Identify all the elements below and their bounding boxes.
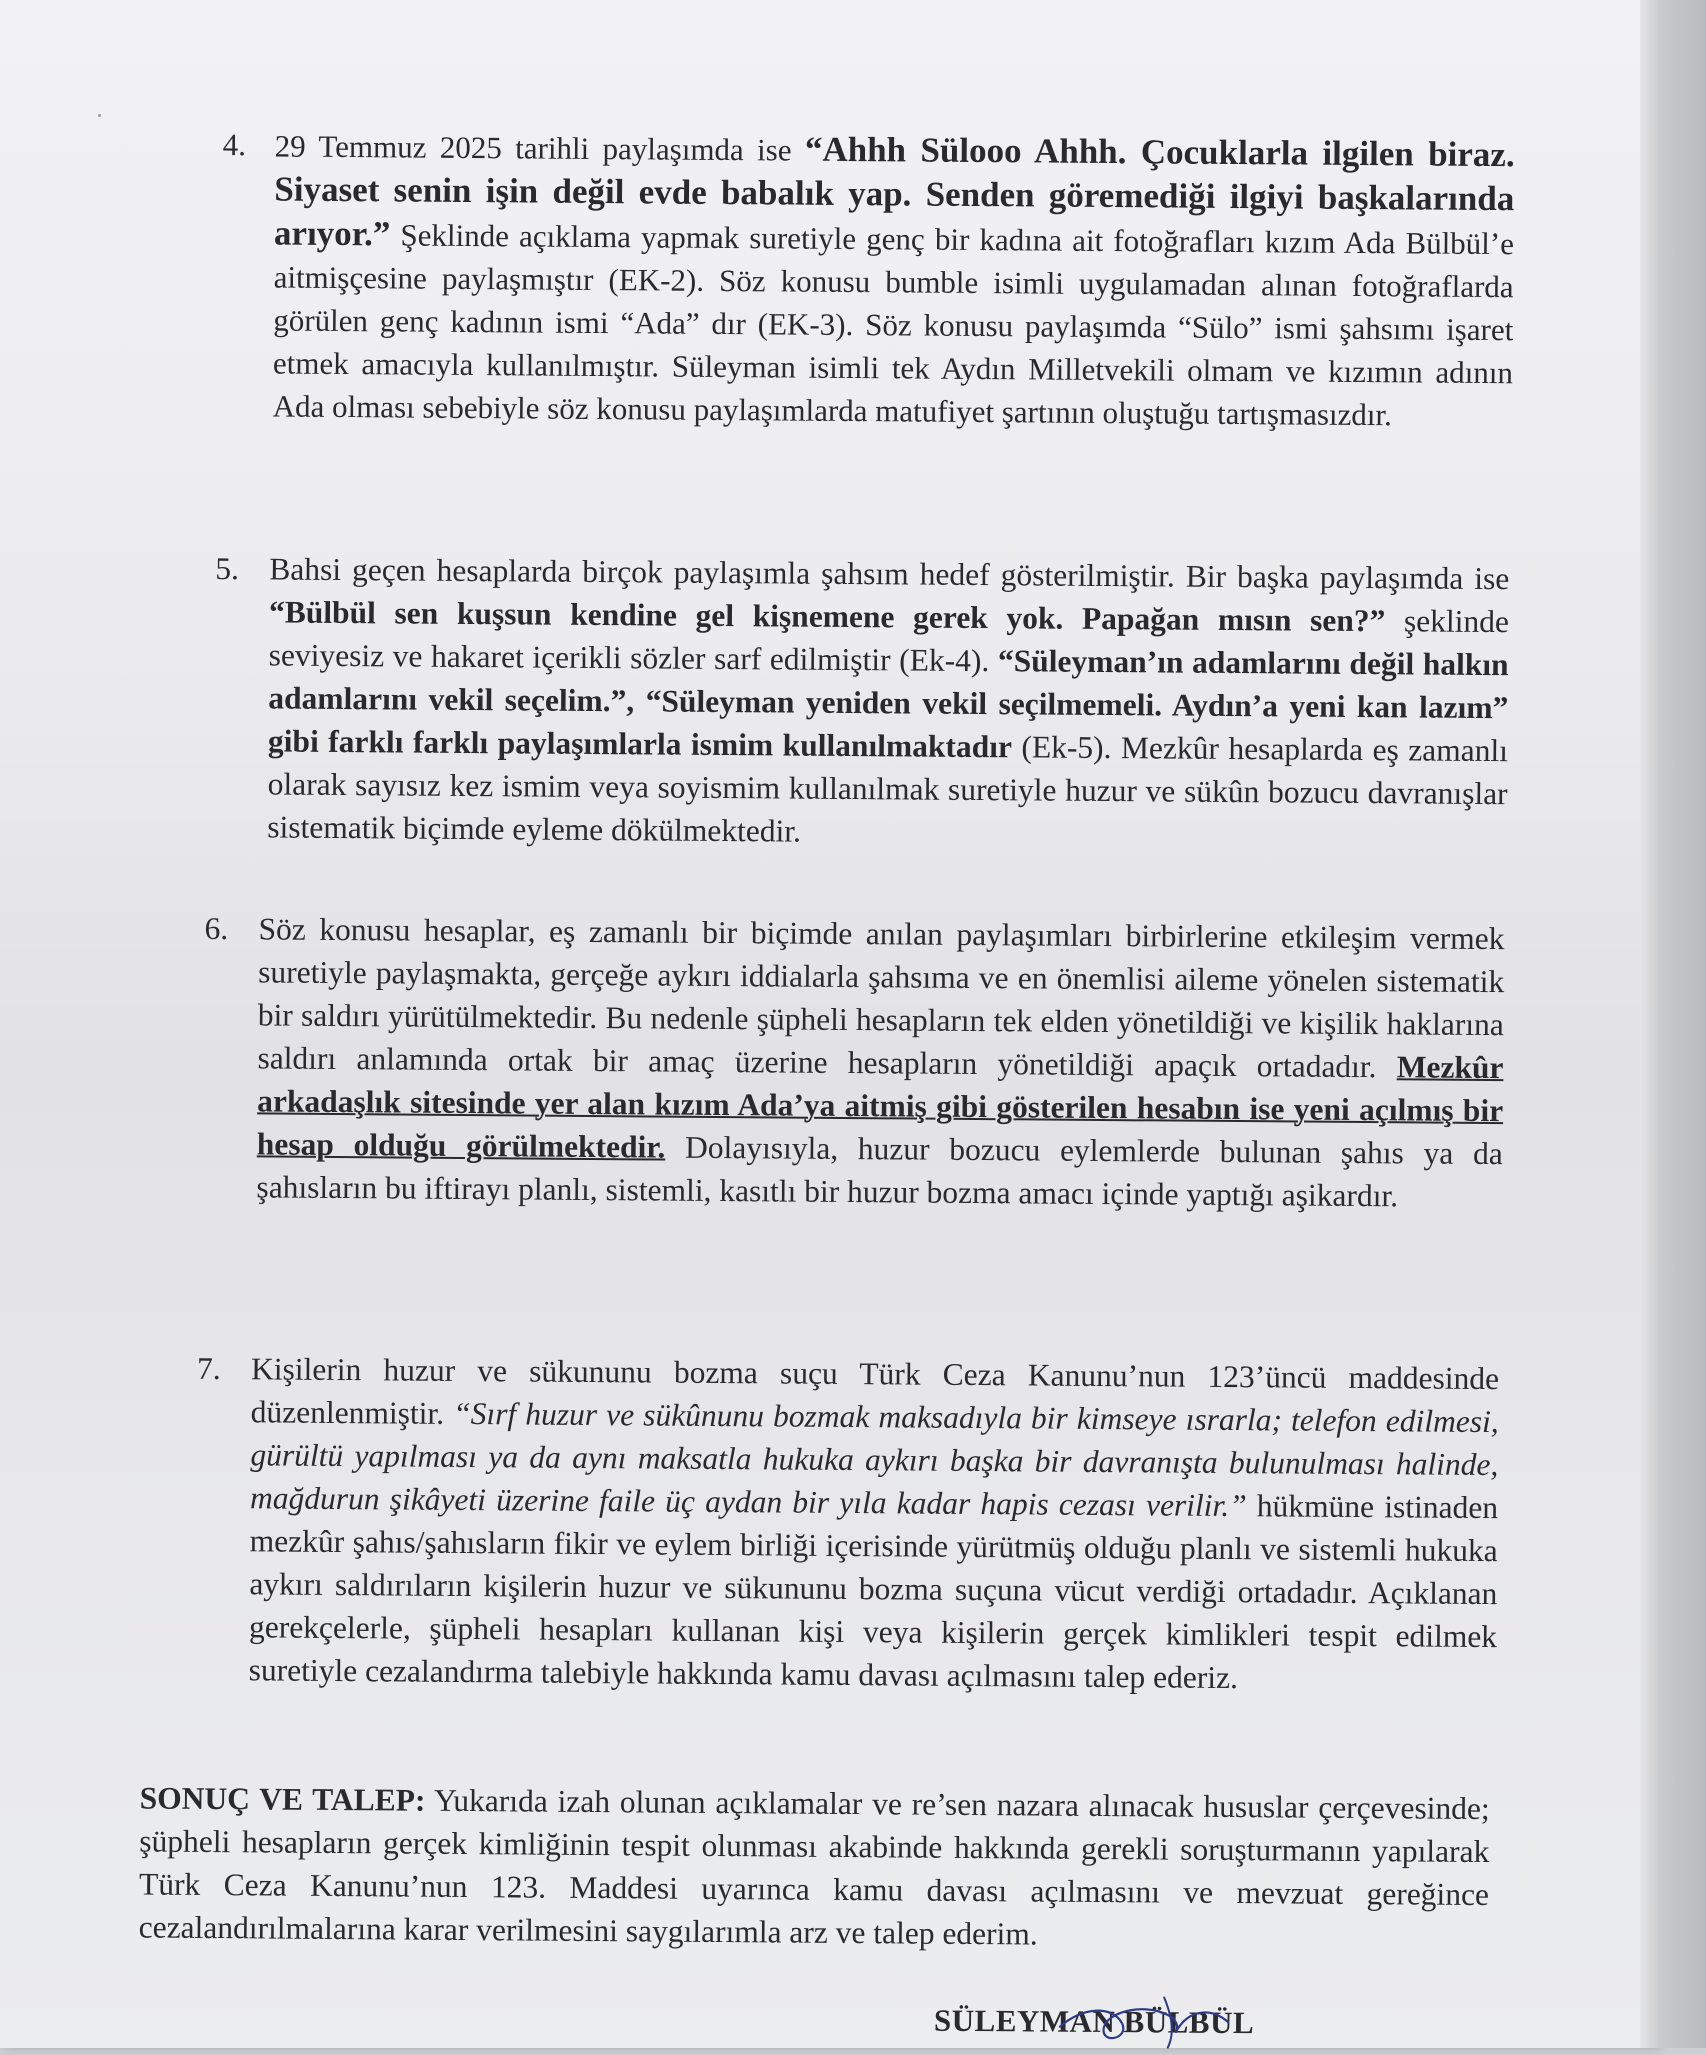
item-number: 7. (196, 1350, 221, 1387)
conclusion-heading: SONUÇ VE TALEP: (139, 1780, 426, 1818)
item-paragraph (272, 123, 1514, 437)
item-text: 29 Temmuz 2025 tarihli paylaşımda ise (274, 128, 806, 168)
item-text: hükmüne istinaden mezkûr şahıs/şahısların fikir ve eylem birliği içerisinde yürütmüş olduğu planlı ve sistemli hukuka aykırı saldırıların kişilerin huzur ve sükununu bozma suçuna vücut verdiği ortadadır. Açıklanan gerekçelerle, şüpheli hesapları kullanan kişi veya kişilerin gerçek kimlikleri tespit edilmek suretiyle cezalandırma talebiyle hakkında kamu davası açılmasını talep ederiz. (248, 1488, 1499, 1696)
law-quote: “Sırf huzur ve sükûnunu bozmak maksadıyla bir kimseye ısrarla; telefon edilmesi, gürültü yapılması ya da aynı maksatla hukuka aykırı başka bir davranışta bulunulması halinde, mağdurun şikâyeti üzerine faile üç aydan bir yıla kadar hapis cezası verilir.” (249, 1395, 1499, 1524)
item-text: Söz konusu hesaplar, eş zamanlı bir biçimde anılan paylaşımları birbirlerine etkileşim vermek suretiyle paylaşmakta, gerçeğe aykırı iddialarla şahsıma ve en önemlisi aileme yönelen sistematik bir saldırı yürütülmektedir. Bu nedenle şüpheli hesapların tek elden yönetildiği ve kişilik haklarına saldırı anlamında ortak bir amaç üzerine hesapların yönetildiği apaçık ortadadır. (257, 911, 1505, 1085)
item-text: (Ek-5). Mezkûr hesaplarda eş zamanlı olarak sayısız kez ismim veya soyismim kullanılmak suretiyle huzur ve sükûn bozucu davranışlar sistematik biçimde eyleme dökülmektedir. (267, 729, 1509, 849)
item-paragraph (256, 907, 1504, 1218)
handwritten-signature (1052, 1987, 1272, 2052)
list-item-5 (215, 547, 1510, 858)
bold-text: gibi farklı farklı paylaşımlarla ismim kullanılmaktadır (267, 723, 1013, 765)
list-item-7 (196, 1347, 1500, 1701)
item-number: 4. (222, 127, 247, 163)
signature-stroke (1060, 2009, 1228, 2039)
item-number: 5. (215, 551, 240, 587)
item-number: 6. (204, 910, 229, 947)
signature-name: SÜLEYMAN BÜLBÜL (933, 2002, 1255, 2041)
bold-quote: “Ahhh Sülooo Ahhh. Çocuklarla ilgilen biraz. Siyaset senin işin değil evde babalık yap. Senden göremediği ilgiyi başkalarında arıyor.” (273, 129, 1515, 254)
conclusion-text: Yukarıda izah olunan açıklamalar ve re’sen nazara alınacak hususlar çerçevesinde; şüpheli hesapların gerçek kimliğinin tespit olunması akabinde hakkında gerekli soruşturmanın yapılarak Türk Ceza Kanunu’nun 123. Maddesi uyarınca kamu davası açılmasını ve mevzuat gereğince cezalandırılmalarına karar verilmesini saygılarımla arz ve talep ederim. (138, 1782, 1490, 1952)
bold-quote: “Süleyman’ın adamlarını değil halkın adamlarını vekil seçelim.”, “Süleyman yeniden vekil seçilmemeli. Aydın’a yeni kan lazım” (268, 643, 1509, 726)
item-paragraph (249, 1347, 1500, 1701)
item-text: Şeklinde açıklama yapmak suretiyle genç bir kadına ait fotoğrafları kızım Ada Bülbül’e aitmişçesine paylaşmıştır (EK-2). Söz konusu bumble isimli uygulamadan alınan fotoğraflarda görülen genç kadının ismi “Ada” dır (EK-3). Söz konusu paylaşımda “Sülo” ismi şahsımı işaret etmek amacıyla kullanılmıştır. Süleyman isimli tek Aydın Milletvekili olmam ve kızımın adının Ada olması sebebiyle söz konusu paylaşımlarda matufiyet şartının oluştuğu tartışmasızdır. (272, 217, 1515, 433)
item-paragraph (267, 547, 1509, 858)
item-text: Dolayısıyla, huzur bozucu eylemlerde bulunan şahıs ya da şahısların bu iftirayı planlı, sistemli, kasıtlı bir huzur bozma amacı içinde yaptığı aşikardır. (256, 1129, 1503, 1214)
bold-quote: “Bülbül sen kuşsun kendine gel kişnemene gerek yok. Papağan mısın sen?” (268, 594, 1386, 639)
item-text: şeklinde seviyesiz ve hakaret içerikli sözler sarf edilmiştir (Ek-4). (268, 603, 1510, 679)
conclusion-section (139, 1776, 1490, 1959)
underlined-statement: Mezkûr arkadaşlık sitesinde yer alan kızım Ada’ya aitmiş gibi gösterilen hesabın ise yeni açılmış bir hesap olduğu görülmektedir. (256, 1049, 1504, 1165)
list-item-4 (222, 123, 1515, 437)
item-text: Bahsi geçen hesaplarda birçok paylaşımla şahsım hedef gösterilmiştir. Bir başka paylaşımda ise (269, 551, 1510, 597)
signature-stroke (1164, 1997, 1172, 2047)
item-text: Kişilerin huzur ve sükununu bozma suçu Türk Ceza Kanunu’nun 123’üncü maddesinde düzenlenmiştir. (250, 1351, 1500, 1431)
list-item-6 (204, 907, 1505, 1218)
